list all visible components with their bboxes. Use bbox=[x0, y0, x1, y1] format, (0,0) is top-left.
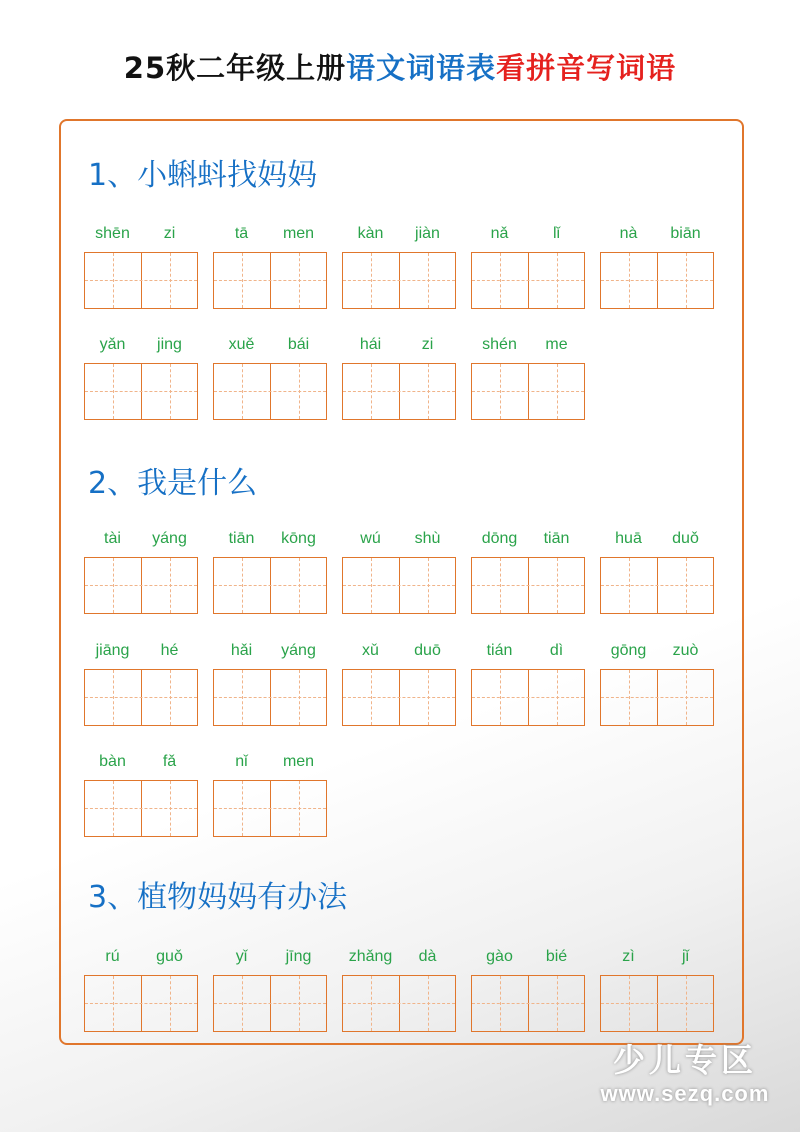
word-item bbox=[213, 530, 327, 620]
pinyin-syllable: fǎ bbox=[162, 753, 177, 770]
pinyin-syllable: yǎn bbox=[99, 336, 126, 353]
pinyin-syllable: yáng bbox=[152, 530, 187, 547]
grid-guide-line bbox=[214, 808, 326, 809]
pinyin-syllable: shén bbox=[482, 336, 517, 353]
word-item bbox=[84, 948, 198, 1038]
word-item bbox=[342, 948, 456, 1038]
writing-grid[interactable] bbox=[213, 252, 327, 309]
grid-guide-line bbox=[601, 280, 713, 281]
word-row bbox=[84, 753, 724, 843]
word-row bbox=[84, 530, 724, 620]
word-item bbox=[84, 336, 198, 426]
pinyin-syllable: hái bbox=[359, 336, 382, 353]
word-item bbox=[600, 948, 714, 1038]
pinyin-syllable: tiān bbox=[228, 530, 255, 547]
pinyin-syllable: tiān bbox=[543, 530, 570, 547]
grid-guide-line bbox=[214, 585, 326, 586]
grid-guide-line bbox=[343, 280, 455, 281]
word-item bbox=[471, 336, 585, 426]
pinyin-syllable: tài bbox=[104, 530, 121, 547]
pinyin-syllable: zi bbox=[163, 225, 176, 242]
word-item bbox=[600, 530, 714, 620]
grid-guide-line bbox=[214, 280, 326, 281]
pinyin-syllable: jīng bbox=[285, 948, 312, 965]
section-heading: 2、我是什么 bbox=[88, 466, 258, 501]
writing-grid[interactable] bbox=[213, 363, 327, 420]
word-item bbox=[84, 225, 198, 315]
pinyin-syllable: gōng bbox=[610, 642, 647, 659]
word-item bbox=[471, 530, 585, 620]
writing-grid[interactable] bbox=[213, 780, 327, 837]
word-item bbox=[600, 642, 714, 732]
writing-grid[interactable] bbox=[84, 557, 198, 614]
pinyin-syllable: hǎi bbox=[230, 642, 253, 659]
grid-guide-line bbox=[343, 585, 455, 586]
pinyin-syllable: yáng bbox=[281, 642, 316, 659]
pinyin-syllable: duō bbox=[414, 642, 441, 659]
writing-grid[interactable] bbox=[471, 557, 585, 614]
word-item bbox=[471, 642, 585, 732]
pinyin-syllable: jiàn bbox=[415, 225, 440, 242]
writing-grid[interactable] bbox=[213, 975, 327, 1032]
grid-guide-line bbox=[472, 280, 584, 281]
writing-grid[interactable] bbox=[342, 975, 456, 1032]
writing-grid[interactable] bbox=[471, 669, 585, 726]
writing-grid[interactable] bbox=[84, 669, 198, 726]
word-item bbox=[213, 753, 327, 843]
word-item bbox=[342, 642, 456, 732]
section-heading: 1、小蝌蚪找妈妈 bbox=[88, 158, 318, 193]
writing-grid[interactable] bbox=[84, 780, 198, 837]
word-item bbox=[213, 642, 327, 732]
writing-grid[interactable] bbox=[471, 975, 585, 1032]
writing-grid[interactable] bbox=[342, 252, 456, 309]
pinyin-syllable: zì bbox=[622, 948, 635, 965]
pinyin-syllable: dà bbox=[418, 948, 437, 965]
writing-grid[interactable] bbox=[600, 975, 714, 1032]
pinyin-syllable: kōng bbox=[281, 530, 316, 547]
word-item bbox=[84, 642, 198, 732]
pinyin-syllable: biān bbox=[670, 225, 701, 242]
word-row bbox=[84, 948, 724, 1038]
writing-grid[interactable] bbox=[342, 557, 456, 614]
word-row bbox=[84, 336, 724, 426]
word-item bbox=[213, 336, 327, 426]
word-item bbox=[213, 948, 327, 1038]
pinyin-syllable: shēn bbox=[95, 225, 130, 242]
word-item bbox=[84, 753, 198, 843]
pinyin-syllable: dōng bbox=[481, 530, 518, 547]
grid-guide-line bbox=[85, 585, 197, 586]
pinyin-syllable: wú bbox=[360, 530, 381, 547]
pinyin-syllable: xuě bbox=[228, 336, 255, 353]
pinyin-syllable: zuò bbox=[672, 642, 699, 659]
pinyin-syllable: bàn bbox=[99, 753, 126, 770]
word-item bbox=[84, 530, 198, 620]
pinyin-syllable: lǐ bbox=[552, 225, 561, 242]
grid-guide-line bbox=[214, 1003, 326, 1004]
pinyin-syllable: nà bbox=[619, 225, 638, 242]
grid-guide-line bbox=[85, 697, 197, 698]
pinyin-syllable: jǐ bbox=[681, 948, 690, 965]
grid-guide-line bbox=[85, 1003, 197, 1004]
grid-guide-line bbox=[214, 391, 326, 392]
pinyin-syllable: nǎ bbox=[490, 225, 509, 242]
writing-grid[interactable] bbox=[84, 363, 198, 420]
pinyin-syllable: zhǎng bbox=[348, 948, 393, 965]
writing-grid[interactable] bbox=[600, 252, 714, 309]
word-row bbox=[84, 225, 724, 315]
grid-guide-line bbox=[472, 585, 584, 586]
grid-guide-line bbox=[601, 697, 713, 698]
writing-grid[interactable] bbox=[471, 252, 585, 309]
word-item bbox=[213, 225, 327, 315]
title-part-grade: 25秋二年级上册 bbox=[123, 51, 347, 85]
pinyin-syllable: jiāng bbox=[95, 642, 130, 659]
pinyin-syllable: me bbox=[545, 336, 568, 353]
watermark bbox=[590, 1040, 780, 1108]
pinyin-syllable: tián bbox=[486, 642, 513, 659]
writing-grid[interactable] bbox=[213, 669, 327, 726]
grid-guide-line bbox=[343, 697, 455, 698]
word-item bbox=[342, 530, 456, 620]
section-heading: 3、植物妈妈有办法 bbox=[88, 880, 348, 915]
writing-grid[interactable] bbox=[600, 669, 714, 726]
pinyin-syllable: shù bbox=[414, 530, 441, 547]
pinyin-syllable: rú bbox=[105, 948, 120, 965]
writing-grid[interactable] bbox=[342, 669, 456, 726]
pinyin-syllable: nǐ bbox=[235, 753, 248, 770]
pinyin-syllable: huā bbox=[615, 530, 642, 547]
watermark-url: www.sezq.com bbox=[600, 1081, 770, 1106]
grid-guide-line bbox=[214, 697, 326, 698]
word-item bbox=[471, 225, 585, 315]
grid-guide-line bbox=[601, 1003, 713, 1004]
title-part-task: 看拼音写词语 bbox=[496, 51, 677, 85]
grid-guide-line bbox=[85, 808, 197, 809]
pinyin-syllable: yǐ bbox=[235, 948, 248, 965]
writing-grid[interactable] bbox=[600, 557, 714, 614]
word-item bbox=[342, 336, 456, 426]
pinyin-syllable: men bbox=[282, 225, 315, 242]
pinyin-syllable: bái bbox=[287, 336, 310, 353]
writing-grid[interactable] bbox=[471, 363, 585, 420]
grid-guide-line bbox=[472, 391, 584, 392]
grid-guide-line bbox=[85, 280, 197, 281]
grid-guide-line bbox=[343, 391, 455, 392]
pinyin-syllable: hé bbox=[160, 642, 179, 659]
pinyin-syllable: tā bbox=[234, 225, 249, 242]
grid-guide-line bbox=[85, 391, 197, 392]
writing-grid[interactable] bbox=[84, 252, 198, 309]
word-item bbox=[471, 948, 585, 1038]
grid-guide-line bbox=[472, 697, 584, 698]
pinyin-syllable: xǔ bbox=[362, 642, 379, 659]
pinyin-syllable: men bbox=[282, 753, 315, 770]
writing-grid[interactable] bbox=[84, 975, 198, 1032]
pinyin-syllable: zi bbox=[421, 336, 434, 353]
grid-guide-line bbox=[601, 585, 713, 586]
pinyin-syllable: kàn bbox=[357, 225, 384, 242]
title-part-wordlist: 语文词语表 bbox=[346, 51, 497, 85]
word-item bbox=[342, 225, 456, 315]
grid-guide-line bbox=[343, 1003, 455, 1004]
pinyin-syllable: guǒ bbox=[156, 948, 183, 965]
pinyin-syllable: jing bbox=[157, 336, 182, 353]
pinyin-syllable: duǒ bbox=[672, 530, 699, 547]
grid-guide-line bbox=[472, 1003, 584, 1004]
writing-grid[interactable] bbox=[342, 363, 456, 420]
word-item bbox=[600, 225, 714, 315]
watermark-brand: 少儿专区 bbox=[612, 1041, 757, 1079]
writing-grid[interactable] bbox=[213, 557, 327, 614]
pinyin-syllable: bié bbox=[545, 948, 568, 965]
pinyin-syllable: gào bbox=[486, 948, 513, 965]
word-row bbox=[84, 642, 724, 732]
pinyin-syllable: dì bbox=[549, 642, 564, 659]
page-title bbox=[0, 46, 800, 87]
